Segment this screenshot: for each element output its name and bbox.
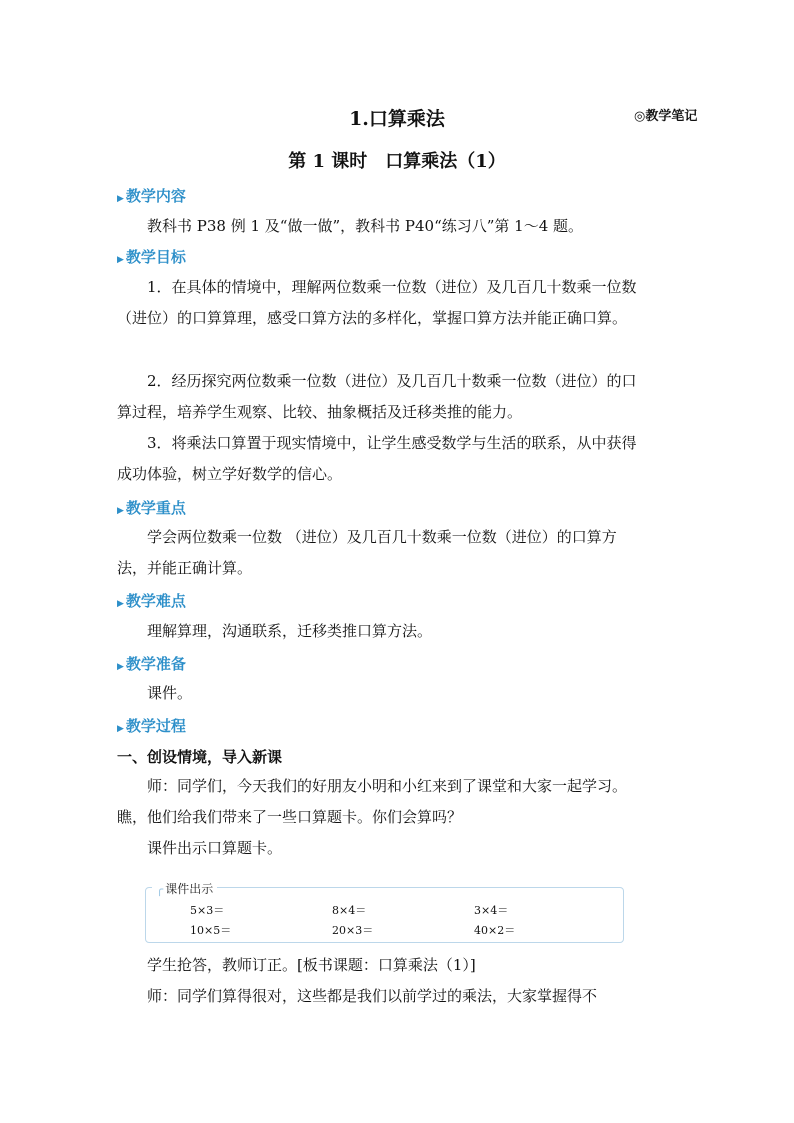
process-paragraph-2: 课件出示口算题卡。 — [147, 839, 283, 857]
section-heading-content: ▶ 教学内容 — [117, 187, 186, 205]
courseware-box-label: ╭ 课件出示 — [152, 880, 217, 897]
goal-item-1: 1．在具体的情境中，理解两位数乘一位数（进位）及几百几十数乘一位数（进位）的口算算理，感受口算方法的多样化，掌握口算方法并能正确口算。 — [117, 278, 637, 327]
equation: 40×2＝ — [474, 924, 516, 937]
section-heading-goals: ▶ 教学目标 — [117, 248, 186, 266]
section-heading-difficulties: ▶ 教学难点 — [117, 592, 186, 610]
lesson-subtitle: 第 1 课时 口算乘法（1） — [288, 151, 506, 172]
process-paragraph-3: 学生抢答，教师订正。[板书课题：口算乘法（1）] — [147, 956, 476, 974]
equation: 5×3＝ — [190, 904, 225, 917]
section-heading-process: ▶ 教学过程 — [117, 717, 186, 735]
process-step-1-title: 一、创设情境，导入新课 — [117, 748, 283, 766]
goal-item-2: 2．经历探究两位数乘一位数（进位）及几百几十数乘一位数（进位）的口算过程，培养学生观察、比较、抽象概括及迁移类推的能力。 — [117, 372, 637, 421]
triangle-icon: ▶ — [117, 506, 124, 516]
content-text: 教科书 P38 例 1 及“做一做”，教科书 P40“练习八”第 1～4 题。 — [147, 217, 584, 235]
page-title: 1.口算乘法 — [349, 108, 445, 130]
preparation-text: 课件。 — [147, 684, 193, 702]
triangle-icon: ▶ — [117, 599, 124, 609]
key-points-text: 学会两位数乘一位数 （进位）及几百几十数乘一位数（进位）的口算方法，并能正确计算。 — [117, 528, 617, 577]
goal-item-3: 3．将乘法口算置于现实情境中，让学生感受数学与生活的联系，从中获得成功体验，树立学好数学的信心。 — [117, 434, 637, 483]
curve-icon: ╭ — [156, 882, 164, 896]
triangle-icon: ▶ — [117, 194, 124, 204]
triangle-icon: ▶ — [117, 255, 124, 265]
section-heading-preparation: ▶ 教学准备 — [117, 655, 186, 673]
equation: 10×5＝ — [190, 924, 232, 937]
section-heading-key-points: ▶ 教学重点 — [117, 499, 186, 517]
teaching-notes-label: ◎教学笔记 — [634, 109, 698, 124]
process-paragraph-4: 师：同学们算得很对，这些都是我们以前学过的乘法，大家掌握得不 — [147, 987, 598, 1005]
equation: 3×4＝ — [474, 904, 509, 917]
process-paragraph-1: 师：同学们，今天我们的好朋友小明和小红来到了课堂和大家一起学习。瞧，他们给我们带来了一些口算题卡。你们会算吗？ — [117, 777, 628, 826]
difficulties-text: 理解算理，沟通联系，迁移类推口算方法。 — [147, 622, 433, 640]
equation: 8×4＝ — [332, 904, 367, 917]
triangle-icon: ▶ — [117, 662, 124, 672]
equation: 20×3＝ — [332, 924, 374, 937]
triangle-icon: ▶ — [117, 724, 124, 734]
